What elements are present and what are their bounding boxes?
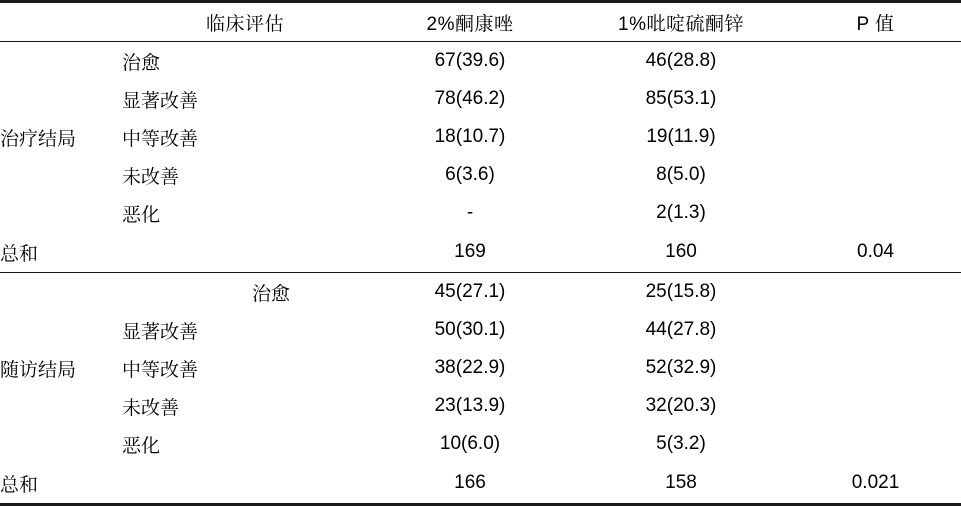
cell-drug-a: 23(13.9): [434, 395, 506, 416]
table-row: [0, 425, 961, 463]
cell-drug-b: 44(27.8): [645, 319, 717, 340]
cell-drug-a: 50(30.1): [434, 319, 506, 340]
cell-p-value: [790, 349, 961, 387]
cell-drug-b: 46(28.8): [645, 50, 717, 71]
table-row: [0, 156, 961, 194]
column-header-zinc-pyrithione: 1%吡啶硫酮锌: [572, 2, 790, 42]
cell-drug-b: 8(5.0): [656, 164, 706, 185]
cell-p-value: [790, 80, 961, 118]
row-label: 未改善: [122, 397, 180, 419]
cell-drug-a: 78(46.2): [434, 88, 506, 109]
row-label: 中等改善: [122, 359, 199, 381]
cell-drug-b: 2(1.3): [656, 202, 706, 223]
cell-drug-a: 6(3.6): [445, 164, 495, 185]
cell-drug-b: 5(3.2): [656, 433, 706, 454]
cell-p-value: [790, 425, 961, 463]
table-row: [0, 194, 961, 232]
total-drug-b: 160: [572, 232, 790, 273]
total-spacer: [122, 463, 368, 505]
cell-p-value: [790, 311, 961, 349]
cell-p-value: [790, 118, 961, 156]
cell-drug-b: 25(15.8): [645, 281, 717, 302]
cell-p-value: [790, 194, 961, 232]
row-label: 治愈: [252, 283, 291, 305]
table-row: [0, 387, 961, 425]
cell-p-value: [790, 387, 961, 425]
cell-drug-a: 18(10.7): [434, 126, 506, 147]
total-drug-b: 158: [572, 463, 790, 505]
table-row: [0, 349, 961, 387]
cell-drug-a: 67(39.6): [434, 50, 506, 71]
cell-drug-b: 19(11.9): [646, 126, 716, 147]
cell-drug-a: 38(22.9): [434, 357, 506, 378]
cell-drug-b: 85(53.1): [645, 88, 717, 109]
column-header-clinical-evaluation: 临床评估: [122, 2, 368, 42]
cell-drug-a: 45(27.1): [434, 281, 506, 302]
table-total-row: [0, 232, 961, 273]
row-label: 中等改善: [122, 128, 199, 150]
table-row: [0, 273, 961, 312]
cell-p-value: [790, 42, 961, 81]
cell-p-value: [790, 156, 961, 194]
total-label: 总和: [0, 463, 122, 505]
section-label-followup-outcome: 随访结局: [0, 359, 77, 381]
row-label: 治愈: [122, 52, 161, 74]
column-header-ketoconazole: 2%酮康唑: [368, 2, 572, 42]
table-row: [0, 80, 961, 118]
cell-drug-a: 10(6.0): [439, 433, 501, 454]
total-spacer: [122, 232, 368, 273]
total-drug-a: 169: [368, 232, 572, 273]
cell-drug-a: -: [466, 202, 474, 223]
cell-p-value: [790, 273, 961, 312]
table-row: [0, 42, 961, 81]
table-row: [0, 118, 961, 156]
total-p-value: 0.021: [790, 463, 961, 505]
column-header-p-value: P 值: [790, 2, 961, 42]
cell-drug-b: 32(20.3): [645, 395, 717, 416]
cell-drug-b: 52(32.9): [645, 357, 717, 378]
table-total-row: [0, 463, 961, 505]
column-header-group: [0, 2, 122, 42]
section-label-treatment-outcome: 治疗结局: [0, 128, 77, 150]
table-row: [0, 311, 961, 349]
total-p-value: 0.04: [790, 232, 961, 273]
row-label: 显著改善: [122, 90, 199, 112]
row-label: 未改善: [122, 166, 180, 188]
row-label: 恶化: [122, 204, 161, 226]
total-label: 总和: [0, 232, 122, 273]
table-header-row: [0, 2, 961, 42]
row-label: 恶化: [122, 435, 161, 457]
total-drug-a: 166: [368, 463, 572, 505]
row-label: 显著改善: [122, 321, 199, 343]
